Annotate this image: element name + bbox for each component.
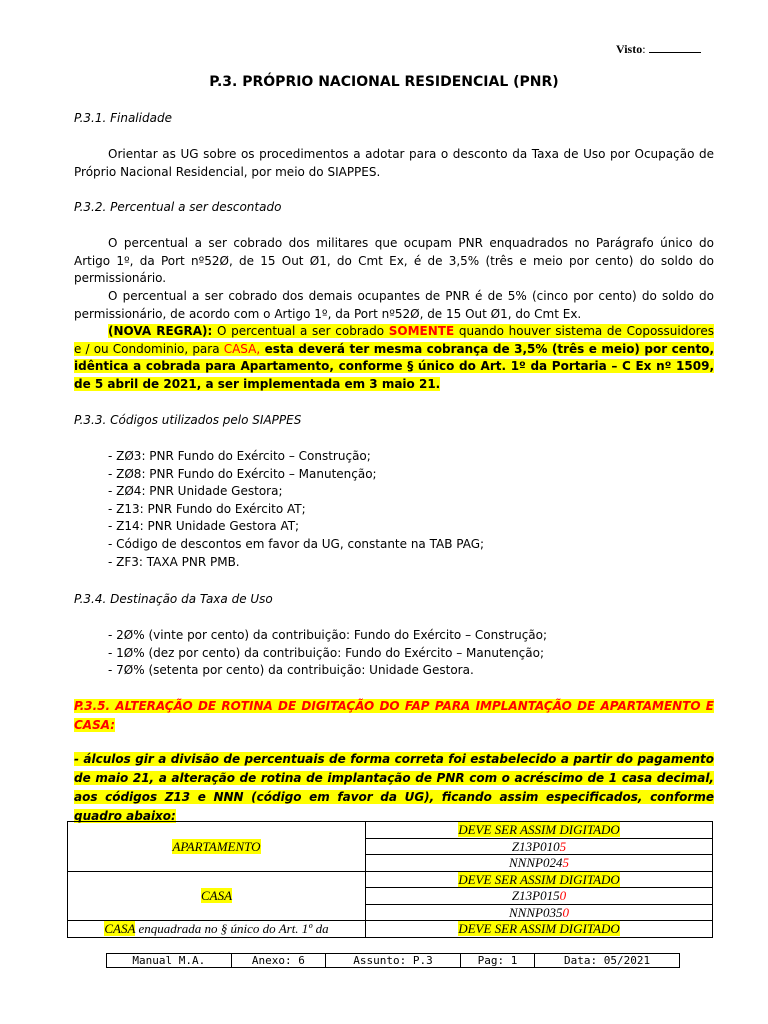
apartamento-label: APARTAMENTO xyxy=(172,838,261,854)
list-item: - Z13: PNR Fundo do Exército AT; xyxy=(108,501,306,516)
section-heading-percentual: P.3.2. Percentual a ser descontado xyxy=(74,200,282,214)
page-title: P.3. PRÓPRIO NACIONAL RESIDENCIAL (PNR) xyxy=(209,74,559,90)
footer-data: Data: 05/2021 xyxy=(535,954,680,968)
table-row xyxy=(68,822,713,839)
deve-label: DEVE SER ASSIM DIGITADO xyxy=(458,871,620,887)
code-digit: 0 xyxy=(559,888,567,904)
casa-enquadrada-cell xyxy=(68,921,366,938)
footer-assunto: Assunto: P.3 xyxy=(326,954,461,968)
nova-regra-casa: CASA, xyxy=(223,341,261,356)
list-item: - ZØ8: PNR Fundo do Exército – Manutenção; xyxy=(108,466,377,481)
list-item: - Z14: PNR Unidade Gestora AT; xyxy=(108,519,300,534)
casa-cell xyxy=(68,871,366,921)
table-cell xyxy=(366,904,713,921)
list-item: - ZØ4: PNR Unidade Gestora; xyxy=(108,484,283,499)
visto-signature-line xyxy=(649,42,701,53)
footer-table xyxy=(106,953,680,968)
code-digit: 0 xyxy=(562,904,569,920)
nova-regra-text-4: idêntica a cobrada para Apartamento, conforme § único do Art. 1º da Portaria – C Ex nº 1509, de 5 abril de 2021, a ser implementada em 3 maio 21. xyxy=(74,359,714,391)
paragraph-alteracao xyxy=(74,750,714,826)
deve-label: DEVE SER ASSIM DIGITADO xyxy=(458,822,620,838)
nova-regra-text-1: O percentual a ser cobrado xyxy=(212,324,389,338)
paragraph-alteracao-text: - álculos gir a divisão de percentuais de forma correta foi estabelecido a partir do pagamento de maio 21, a alteração de rotina de implantação de PNR com o acréscimo de 1 casa decimal, aos códigos Z13 e NNN (código em favor da UG), ficando assim especificados, conforme quadro abaixo: xyxy=(74,752,714,823)
list-item: - ZF3: TAXA PNR PMB. xyxy=(108,554,240,569)
code-text: Z13P015 xyxy=(511,888,560,904)
table-row xyxy=(68,871,713,888)
table-row xyxy=(107,954,680,968)
code-text: Z13P010 xyxy=(511,838,560,854)
list-item: - 2Ø% (vinte por cento) da contribuição: Fundo do Exército – Construção; xyxy=(108,628,548,642)
paragraph-nova-regra xyxy=(74,323,714,393)
list-item: - 7Ø% (setenta por cento) da contribuição: Unidade Gestora. xyxy=(108,663,474,678)
casa-enquadrada-text: enquadrada no § único do Art. 1º da xyxy=(135,921,329,937)
table-cell xyxy=(366,838,713,855)
destinacao-list xyxy=(108,627,547,680)
nova-regra-somente: SOMENTE xyxy=(388,324,455,338)
table-cell xyxy=(366,822,713,839)
section-heading-finalidade: P.3.1. Finalidade xyxy=(74,111,172,125)
list-item: - ZØ3: PNR Fundo do Exército – Construção; xyxy=(108,449,371,463)
nova-regra-text-3: esta deverá ter mesma cobrança de 3,5% (três e meio) por cento, xyxy=(260,341,714,356)
codes-table xyxy=(67,821,713,938)
footer-anexo: Anexo: 6 xyxy=(231,954,325,968)
table-cell xyxy=(366,921,713,938)
table-row xyxy=(68,921,713,938)
casa-label: CASA xyxy=(200,888,233,904)
visto-separator: : xyxy=(642,42,646,56)
paragraph-finalidade-text: Orientar as UG sobre os procedimentos a adotar para o desconto da Taxa de Uso por Ocupação de Próprio Nacional Residencial, por meio do SIAPPES. xyxy=(74,147,714,179)
deve-label: DEVE SER ASSIM DIGITADO xyxy=(458,921,620,937)
nova-regra-label: (NOVA REGRA): xyxy=(108,324,213,338)
section-heading-codigos: P.3.3. Códigos utilizados pelo SIAPPES xyxy=(74,413,302,427)
paragraph-percentual-1-text: O percentual a ser cobrado dos militares que ocupam PNR enquadrados no Parágrafo único do Artigo 1º, da Port nº52Ø, de 15 Out Ø1, do Cmt Ex, é de 3,5% (três e meio por cento) do soldo do permissionário. xyxy=(74,236,714,286)
codigos-list xyxy=(108,448,484,571)
table-cell xyxy=(366,855,713,872)
paragraph-percentual-1 xyxy=(74,235,714,288)
section-heading-destinacao: P.3.4. Destinação da Taxa de Uso xyxy=(74,592,273,606)
list-item: - Código de descontos em favor da UG, constante na TAB PAG; xyxy=(108,536,485,551)
section-heading-alteracao xyxy=(74,697,714,735)
table-cell xyxy=(366,871,713,888)
paragraph-percentual-2-text: O percentual a ser cobrado dos demais ocupantes de PNR é de 5% (cinco por cento) do soldo do permissionário, de acordo com o Artigo 1º, da Port nº52Ø, de 15 Out Ø1, do Cmt Ex. xyxy=(74,289,714,321)
paragraph-percentual-2 xyxy=(74,288,714,323)
footer-manual: Manual M.A. xyxy=(107,954,232,968)
nova-regra-text-2: quando houver sistema de Copossuidores e / ou Condominio, para xyxy=(74,324,714,356)
code-digit: 5 xyxy=(562,855,569,871)
visto-label: Visto xyxy=(616,42,643,56)
code-text: NNNP035 xyxy=(509,904,563,920)
visto-field xyxy=(616,42,701,57)
paragraph-finalidade xyxy=(74,146,714,181)
table-cell xyxy=(366,888,713,905)
footer-pag: Pag: 1 xyxy=(460,954,534,968)
apartamento-cell xyxy=(68,822,366,872)
code-digit: 5 xyxy=(559,838,567,854)
list-item: - 1Ø% (dez por cento) da contribuição: Fundo do Exército – Manutenção; xyxy=(108,645,545,660)
section-heading-alteracao-text: P.3.5. ALTERAÇÃO DE ROTINA DE DIGITAÇÃO DO FAP PARA IMPLANTAÇÃO DE APARTAMENTO E CASA: xyxy=(74,699,714,732)
code-text: NNNP024 xyxy=(509,855,563,871)
casa-enquadrada-label: CASA xyxy=(104,921,136,937)
